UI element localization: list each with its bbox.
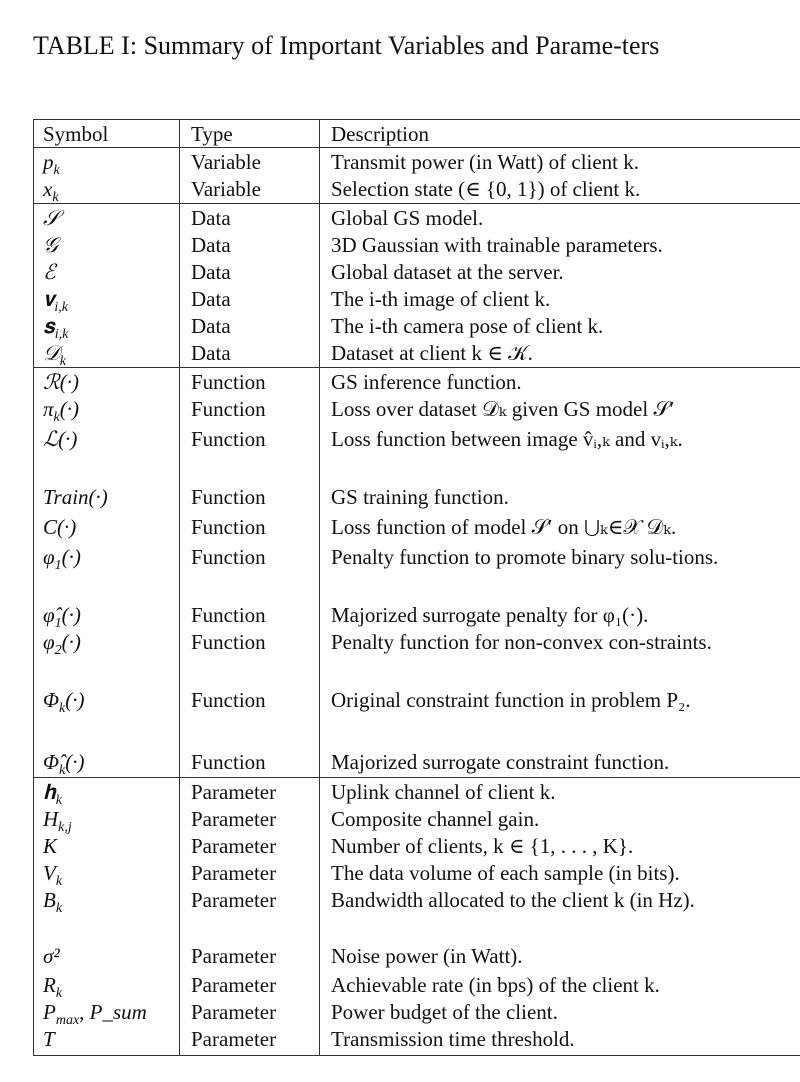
type-cell: Parameter	[180, 832, 320, 859]
header-symbol: Symbol	[34, 120, 180, 147]
table-row	[34, 748, 800, 777]
symbol: ℛ(·)	[43, 370, 79, 394]
description-cell: Majorized surrogate constraint function.	[331, 750, 670, 774]
table-row	[34, 175, 800, 203]
symbol-suffix: (·)	[65, 688, 85, 712]
table-row	[34, 832, 800, 859]
table-row	[34, 1025, 800, 1055]
table-header-row	[34, 120, 800, 147]
symbol: 𝒮	[43, 206, 60, 230]
symbol-cell	[34, 805, 180, 835]
table-row	[34, 513, 800, 543]
symbol: Train(·)	[43, 485, 108, 509]
table-row	[34, 886, 800, 942]
symbol-subscript: k	[55, 901, 63, 916]
type-cell: Variable	[180, 175, 320, 203]
symbol-cell	[34, 258, 180, 285]
symbol-cell	[34, 601, 180, 631]
symbol: ℒ(·)	[43, 427, 78, 451]
symbol: π	[43, 397, 54, 421]
table-caption: TABLE I: Summary of Important Variables and Parame-ters	[33, 31, 660, 60]
symbol: T	[43, 1027, 55, 1051]
type-cell: Parameter	[180, 1025, 320, 1055]
header-type: Type	[180, 120, 320, 147]
symbol: Φ	[43, 688, 59, 712]
symbol-subscript: k	[53, 410, 60, 425]
table-row	[34, 285, 800, 315]
description-cell: GS inference function.	[331, 370, 522, 394]
table-row	[34, 805, 800, 835]
description-cell: Transmit power (in Watt) of client k.	[331, 150, 640, 174]
symbol-subscript: k	[55, 793, 62, 808]
description-cell: Penalty function to promote binary solu-tions.	[331, 545, 719, 569]
description-cell: Loss over dataset 𝒟ₖ given GS model 𝒮′	[331, 397, 675, 421]
symbol-cell	[34, 628, 180, 686]
symbol-subscript: k	[59, 763, 66, 778]
symbol-subscript: max	[55, 1013, 80, 1028]
table-row	[34, 686, 800, 748]
type-cell: Data	[180, 204, 320, 231]
description-cell: Transmission time threshold.	[331, 1027, 575, 1051]
type-cell: Function	[180, 686, 320, 748]
type-cell: Parameter	[180, 859, 320, 886]
symbol-subscript: k	[55, 986, 63, 1001]
type-cell: Parameter	[180, 942, 320, 971]
type-cell: Function	[180, 425, 320, 483]
symbol-cell	[34, 748, 180, 777]
symbol-cell	[34, 483, 180, 513]
description-cell: The i-th camera pose of client k.	[331, 314, 604, 338]
symbol-cell	[34, 285, 180, 315]
symbol-cell	[34, 971, 180, 1001]
symbol-cell	[34, 339, 180, 367]
type-cell: Function	[180, 483, 320, 513]
description-cell: Penalty function for non-convex con-straints.	[331, 630, 712, 654]
type-cell: Data	[180, 285, 320, 312]
symbol-cell	[34, 312, 180, 342]
symbol: H	[43, 807, 59, 831]
symbol-subscript: k	[52, 190, 59, 205]
symbol: 𝐡	[43, 780, 56, 804]
symbol-cell	[34, 998, 180, 1028]
symbol-suffix: (·)	[61, 603, 81, 627]
table-row	[34, 395, 800, 425]
symbol-suffix: (·)	[61, 630, 81, 654]
type-cell: Function	[180, 513, 320, 543]
description-cell: The data volume of each sample (in bits).	[331, 861, 680, 885]
table-row	[34, 777, 800, 808]
table-row	[34, 971, 800, 1001]
symbol-cell	[34, 686, 180, 748]
symbol-cell	[34, 942, 180, 971]
description-cell: Global dataset at the server.	[331, 260, 564, 284]
type-cell: Function	[180, 628, 320, 686]
symbol-cell	[34, 148, 180, 178]
description-cell: Loss function of model 𝒮′ on ⋃ₖ∈𝒳 𝒟ₖ.	[331, 515, 677, 539]
description-cell: Bandwidth allocated to the client k (in Hz).	[331, 888, 695, 912]
symbol: 𝒢	[43, 233, 58, 257]
description-cell: Dataset at client k ∈ 𝒦.	[331, 341, 533, 365]
symbol: φ̂	[43, 603, 55, 627]
symbol-cell	[34, 543, 180, 601]
symbol-subscript: 1	[54, 558, 62, 573]
symbol-subscript: i,k	[54, 300, 68, 315]
symbol-cell	[34, 231, 180, 258]
symbol: σ²	[43, 944, 60, 968]
symbol-cell	[34, 204, 180, 231]
type-cell: Data	[180, 312, 320, 339]
symbol-cell	[34, 1025, 180, 1055]
symbol: p	[43, 150, 54, 174]
type-cell: Parameter	[180, 971, 320, 998]
symbol-cell	[34, 778, 180, 808]
symbol-subscript: k	[55, 874, 63, 889]
type-cell: Function	[180, 543, 320, 601]
table-row	[34, 859, 800, 889]
description-cell: Majorized surrogate penalty for φ₁(·).	[331, 603, 649, 627]
symbol: Φ̂	[43, 750, 59, 774]
description-cell: Selection state (∈ {0, 1}) of client k.	[331, 177, 641, 201]
symbol-subscript: k,j	[58, 820, 72, 835]
table-row	[34, 203, 800, 231]
table-row	[34, 942, 800, 971]
symbol: K	[43, 834, 58, 858]
symbol-cell	[34, 513, 180, 543]
description-cell: Uplink channel of client k.	[331, 780, 556, 804]
symbol: 𝐯	[43, 287, 55, 311]
symbol-subscript: 1	[54, 616, 62, 631]
description-cell: Power budget of the client.	[331, 1000, 558, 1024]
type-cell: Function	[180, 368, 320, 395]
type-cell: Data	[180, 339, 320, 367]
description-cell: 3D Gaussian with trainable parameters.	[331, 233, 663, 257]
variables-table	[33, 119, 800, 1056]
type-cell: Variable	[180, 148, 320, 175]
table-row	[34, 543, 800, 601]
type-cell: Data	[180, 258, 320, 285]
table-row	[34, 258, 800, 285]
type-cell: Parameter	[180, 778, 320, 805]
symbol: B	[43, 888, 56, 912]
symbol-subscript: i,k	[54, 327, 69, 342]
symbol-suffix: (·)	[59, 397, 79, 421]
symbol-cell	[34, 886, 180, 942]
symbol-suffix: , P_sum	[79, 1000, 147, 1024]
symbol: V	[43, 861, 56, 885]
type-cell: Data	[180, 231, 320, 258]
type-cell: Parameter	[180, 886, 320, 942]
symbol-cell	[34, 425, 180, 483]
symbol-suffix: (·)	[65, 750, 85, 774]
table-row	[34, 312, 800, 342]
symbol-cell	[34, 368, 180, 395]
description-cell: Original constraint function in problem P₂.	[331, 688, 691, 712]
symbol-cell	[34, 859, 180, 889]
table-row	[34, 339, 800, 367]
table-row	[34, 483, 800, 513]
header-description: Description	[331, 122, 429, 146]
symbol: 𝒟	[43, 341, 60, 365]
description-cell: Loss function between image v̂ᵢ,ₖ and vᵢ,ₖ.	[331, 427, 683, 451]
symbol-subscript: k	[59, 354, 66, 369]
type-cell: Function	[180, 601, 320, 628]
symbol: φ	[43, 545, 55, 569]
description-cell: Achievable rate (in bps) of the client k.	[331, 973, 660, 997]
table-row	[34, 998, 800, 1028]
type-cell: Function	[180, 395, 320, 425]
description-cell: Global GS model.	[331, 206, 484, 230]
symbol: R	[43, 973, 56, 997]
symbol-cell	[34, 395, 180, 425]
symbol-cell	[34, 175, 180, 203]
symbol-subscript: k	[53, 163, 60, 178]
symbol-subscript: 2	[54, 643, 62, 658]
table-row	[34, 628, 800, 686]
type-cell: Parameter	[180, 998, 320, 1025]
type-cell: Parameter	[180, 805, 320, 832]
description-cell: Noise power (in Watt).	[331, 944, 523, 968]
table-row	[34, 601, 800, 631]
description-cell: Composite channel gain.	[331, 807, 540, 831]
table-row	[34, 147, 800, 178]
symbol: x	[43, 177, 53, 201]
symbol: 𝐬	[43, 314, 55, 338]
description-cell: GS training function.	[331, 485, 509, 509]
description-cell: Number of clients, k ∈ {1, . . . , K}.	[331, 834, 634, 858]
symbol: P	[43, 1000, 56, 1024]
symbol: ℰ	[43, 260, 56, 284]
description-cell: The i-th image of client k.	[331, 287, 551, 311]
table-row	[34, 231, 800, 258]
symbol-subscript: k	[59, 701, 66, 716]
table-row	[34, 425, 800, 483]
symbol: φ	[43, 630, 55, 654]
symbol-cell	[34, 832, 180, 859]
symbol: C(·)	[43, 515, 77, 539]
type-cell: Function	[180, 748, 320, 777]
symbol-suffix: (·)	[61, 545, 81, 569]
table-row	[34, 367, 800, 395]
